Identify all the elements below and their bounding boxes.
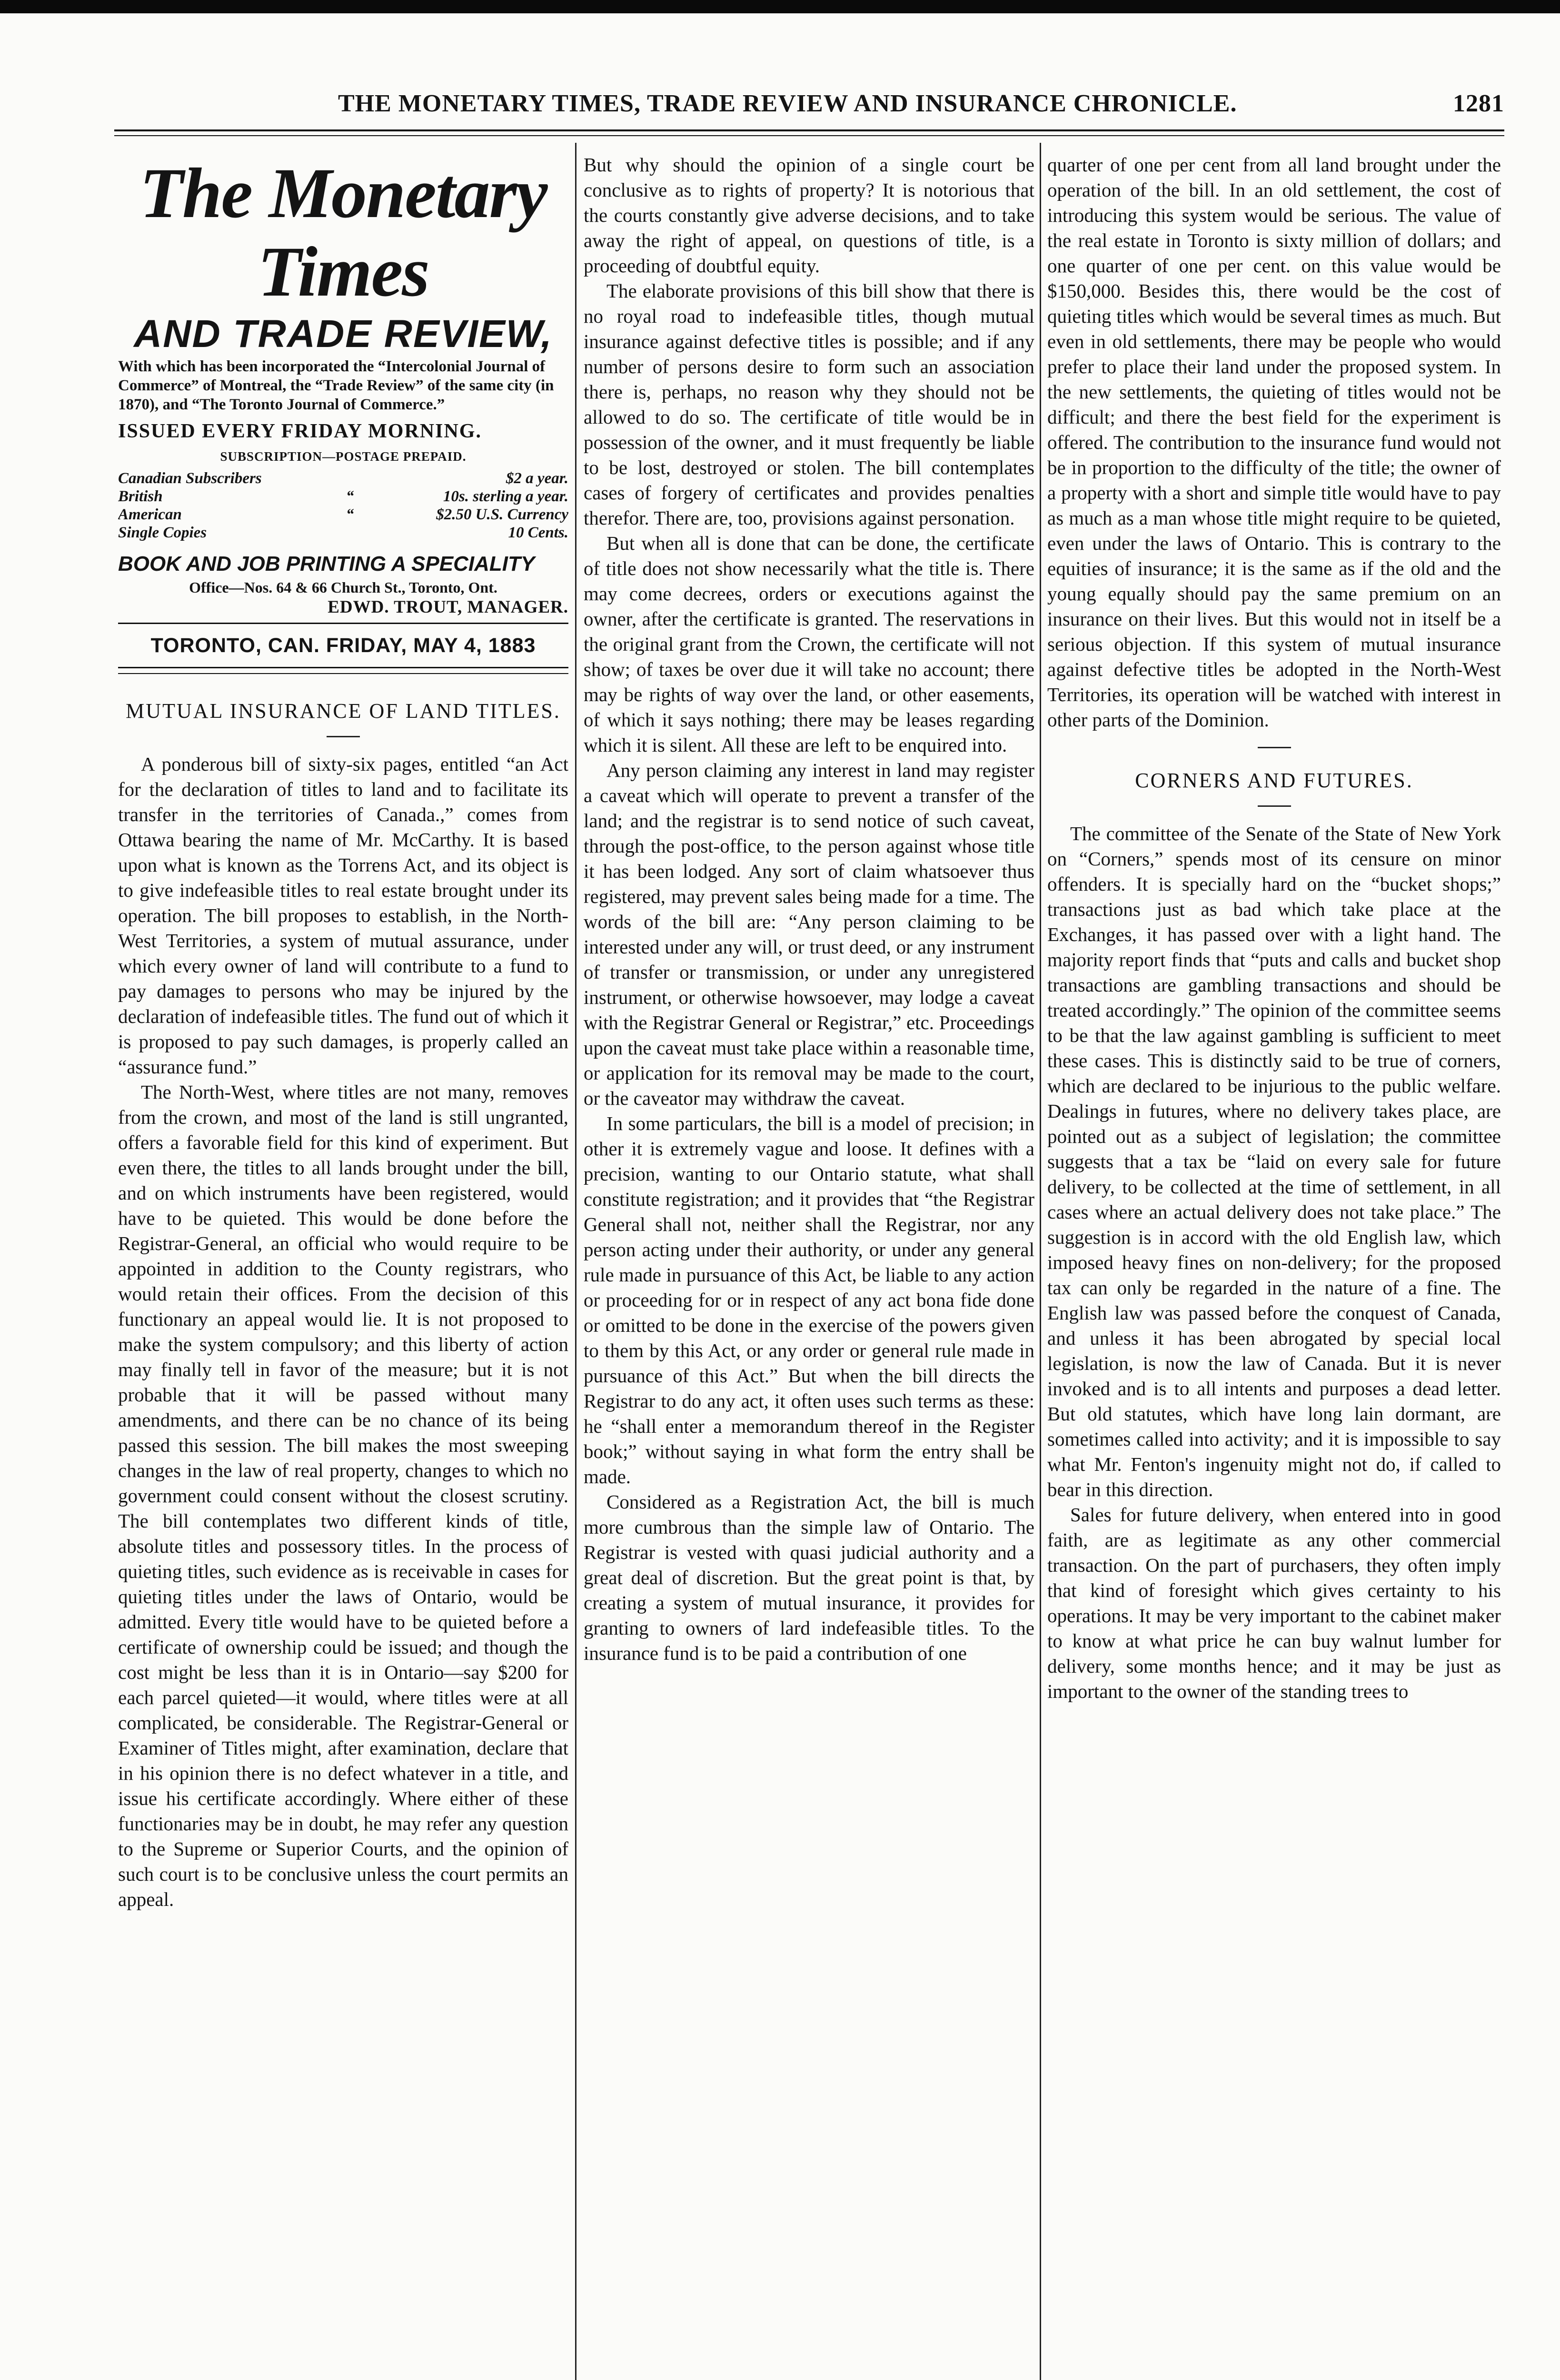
article-title-corners-futures: CORNERS AND FUTURES. <box>1135 769 1413 792</box>
masthead-title: The Monetary Times <box>139 154 547 311</box>
rate-label: Single Copies <box>118 524 207 541</box>
paragraph: A ponderous bill of sixty-six pages, entitled “an Act for the declaration of titles to land and to facilitate its transfer in the territories of Canada.,” comes from Ottawa bearing the name of Mr. McCarthy. It is based upon what is known as the Torrens Act, and its object is to give indefeasible titles to real estate brought under its operation. The bill proposes to establish, in the North-West Territories, a system of mutual assurance, under which every owner of land will contribute to a fund to pay damages to persons who may be injured by the declaration of indefeasible titles. The fund out of which it is proposed to pay such damages, is properly called an “assurance fund.” <box>118 753 568 1078</box>
dateline-rule-top <box>118 623 568 624</box>
rate-price: $2 a year. <box>506 470 568 487</box>
rate-label: Canadian Subscribers <box>118 470 262 487</box>
rate-price: 10s. sterling a year. <box>443 488 568 505</box>
rate-ditto: “ <box>346 488 354 505</box>
dateline: TORONTO, CAN. FRIDAY, MAY 4, 1883 <box>150 634 536 657</box>
paragraph: The North-West, where titles are not many, removes from the crown, and most of the land is still ungranted, offers a favorable field for this kind of experiment. But even there, the titles to all lands brought under the bill, and on which instruments have been registered, would have to be quieted. This would be done before the Registrar-General, an official who would require to be appointed in addition to the County registrars, who would retain their offices. From the decision of this functionary an appeal would lie. It is not proposed to make the system compulsory; and this liberty of action may finally tell in favor of the measure; but it is not probable that it will be passed without many amendments, and there can be no chance of its being passed this session. The bill makes the most sweeping changes in the law of real property, changes to which no government could consent without the closest scrutiny. The bill contemplates two different kinds of title, absolute titles and possessory titles. In the process of quieting titles, such evidence as is receivable in cases for quieting titles under the laws of Ontario, would be admitted. Every title would have to be quieted before a certificate of ownership could be issued; and though the cost might be less than it is in Ontario—say $200 for each parcel quieted—it would, where titles were at all complicated, be considerable. The Registrar-General or Examiner of Titles might, after examination, declare that in his opinion there is no defect whatever in a title, and issue his certificate accordingly. Where either of these functionaries may be in doubt, he may refer any question to the Supreme or Superior Courts, and the opinion of such court is to be conclusive unless the court permits an appeal. <box>118 1081 568 1910</box>
paragraph: Considered as a Registration Act, the bill is much more cumbrous than the simple law of Ontario. The Registrar is vested with quasi judicial authority and a great deal of discretion. But the great point is that, by creating a system of mutual insurance, it provides for granting to owners of lard indefeasible titles. To the insurance fund is to be paid a contribution of one <box>584 1491 1034 1664</box>
rate-ditto <box>346 469 358 487</box>
paragraph: Sales for future delivery, when entered into in good faith, are as legitimate as any other commercial transaction. On the part of purchasers, they often imply that kind of foresight which gives certainty to his operations. It may be very important to the cabinet maker to know at what price he can buy walnut lumber for delivery, some months hence; and it may be just as important to the owner of the standing trees to <box>1047 1504 1501 1702</box>
subscription-rates <box>118 469 568 542</box>
rate-row <box>118 487 568 506</box>
column-1 <box>118 152 568 2380</box>
page-number: 1281 <box>1453 90 1504 117</box>
paragraph: But when all is done that can be done, the certificate of title does not show necessarily what the title is. There may come decrees, orders or executions against the owner, after the certificate is granted. The reservations in the original grant from the Crown, the certificate will not show; of taxes be over due it will take no account; there may be rights of way over the land, or other easements, of which it says nothing; there may be leases regarding which it is silent. All these are left to be enquired into. <box>584 532 1034 756</box>
column-2 <box>584 152 1034 2380</box>
rate-ditto: “ <box>346 506 354 523</box>
running-head <box>114 89 1504 123</box>
manager-line: EDWD. TROUT, MANAGER. <box>328 597 568 617</box>
head-rule-thick <box>114 129 1504 131</box>
column-3 <box>1047 152 1501 2380</box>
article-title-mutual-insurance: MUTUAL INSURANCE OF LAND TITLES. <box>126 699 561 723</box>
office-address: Office—Nos. 64 & 66 Church St., Toronto, Ont. <box>189 579 497 596</box>
column-rule-1 <box>575 143 576 2380</box>
head-rule-thin <box>114 135 1504 136</box>
running-head-title: THE MONETARY TIMES, TRADE REVIEW AND INSURANCE CHRONICLE. <box>338 90 1237 117</box>
paragraph: In some particulars, the bill is a model of precision; in other it is extremely vague and loose. It defines with a precision, wanting to our Ontario statute, what shall constitute registration; and it provides that “the Registrar General shall not, neither shall the Registrar, nor any person acting under their authority, or under any general rule made in pursuance of this Act, be liable to any action or proceeding for or in respect of any act bona fide done or omitted to be done in the exercise of the powers given to them by this Act, or any order or general rule made in pursuance of this Act.” But when the bill directs the Registrar to do any act, it often uses such terms as these: he “shall enter a memorandum thereof in the Register book;” without saying in what form the entry shall be made. <box>584 1112 1034 1488</box>
paragraph: The committee of the Senate of the State of New York on “Corners,” spends most of its censure on minor offenders. It is specially hard on the “bucket shops;” transactions just as bad which take place at the Exchanges, it has passed over with a light hand. The majority report finds that “puts and calls and bucket shop transactions are gambling transactions and should be treated accordingly.” The opinion of the committee seems to be that the law against gambling is sufficient to meet these cases. This is distinctly said to be true of corners, which are declared to be injurious to the public welfare. Dealings in futures, where no delivery takes place, are pointed out as a subject of legislation; the committee suggests that a tax be “laid on every sale for future delivery, to be collected at the time of settlement, in all cases where an actual delivery does not take place.” The suggestion is in accord with the old English law, which imposed heavy fines on non-delivery; for the proposed tax can only be regarded in the nature of a fine. The English law was passed before the conquest of Canada, and unless it has been abrogated by special local legislation, is now the law of Canada. But it is never invoked and is to all intents and purposes a dead letter. But old statutes, which have long lain dormant, are sometimes called into activity; and it is impossible to say what Mr. Fenton's ingenuity might not do, if called to bear in this direction. <box>1047 823 1501 1500</box>
dateline-rule-bottom-thin <box>118 673 568 674</box>
rate-row <box>118 469 568 487</box>
section-rule <box>1258 747 1291 748</box>
book-job-line: BOOK AND JOB PRINTING A SPECIALITY <box>118 552 535 575</box>
paragraph: quarter of one per cent from all land brought under the operation of the bill. In an old settlement, the cost of introducing this system would be serious. The value of the real estate in Toronto is sixty million of dollars; and one quarter of one per cent. on this value would be $150,000. Besides this, there would be the cost of quieting titles which would be several times as much. But even in old settlements, there may be people who would prefer to place their land under the proposed system. In the new settlements, the quieting of titles would not be difficult; and there the best field for the experiment is offered. The contribution to the insurance fund would not be in proportion to the difficulty of the title; the owner of a property with a short and simple title would have to pay as much as a man whose title might require to be quieted, even under the laws of Ontario. This is contrary to the equities of insurance; it is the same as if the old and the young equally should pay the same premium on an insurance on their lives. But this would not in itself be a serious objection. If this system of mutual insurance against defective titles be adopted in the North-West Territories, its operation will be watched with interest in other parts of the Dominion. <box>1047 154 1501 731</box>
rate-label: British <box>118 488 163 505</box>
rate-row <box>118 506 568 524</box>
dateline-rule-bottom <box>118 667 568 668</box>
masthead-subtitle: AND TRADE REVIEW, <box>134 312 553 356</box>
paragraph: Any person claiming any interest in land may register a caveat which will operate to prevent a transfer of the land; and the registrar is to send notice of such caveat, through the post-office, to the person against whose title it has been lodged. Any sort of claim whatsoever thus registered, may prevent sales being made for a time. The words of the bill are: “Any person claiming to be interested under any will, or trust deed, or any instrument of transfer or transmission, or under any unregistered instrument, or otherwise howsoever, may lodge a caveat with the Registrar General or Registrar,” etc. Proceedings upon the caveat must take place within a reasonable time, or application for its removal may be made to the court, or the caveator may withdraw the caveat. <box>584 759 1034 1109</box>
rate-row <box>118 524 568 542</box>
rate-price: 10 Cents. <box>508 524 568 541</box>
issued-line: ISSUED EVERY FRIDAY MORNING. <box>118 420 482 442</box>
rate-ditto <box>346 524 358 542</box>
title-rule <box>327 736 360 737</box>
column-rule-2 <box>1040 143 1041 2380</box>
rate-label: American <box>118 506 182 523</box>
top-border <box>0 0 1560 13</box>
incorporation-note: With which has been incorporated the “Intercolonial Journal of Commerce” of Montreal, the “Trade Review” of the same city (in 1870), and “The Toronto Journal of Commerce.” <box>118 358 554 413</box>
title-rule <box>1258 805 1291 807</box>
rate-price: $2.50 U.S. Currency <box>436 506 568 523</box>
subscription-heading: SUBSCRIPTION—POSTAGE PREPAID. <box>220 449 467 464</box>
paragraph: But why should the opinion of a single court be conclusive as to rights of property? It is notorious that the courts constantly give adverse decisions, and to take away the right of appeal, on questions of title, is a proceeding of doubtful equity. <box>584 154 1034 277</box>
paragraph: The elaborate provisions of this bill show that there is no royal road to indefeasible titles, though mutual insurance against defective titles is possible; and if any number of persons desire to form such an association there is, perhaps, no reason why they should not be allowed to do so. The certificate of title would be in possession of the owner, and it must frequently be liable to be lost, destroyed or stolen. The bill contemplates cases of forgery of certificates and provides penalties therefor. There are, too, provisions against personation. <box>584 280 1034 529</box>
